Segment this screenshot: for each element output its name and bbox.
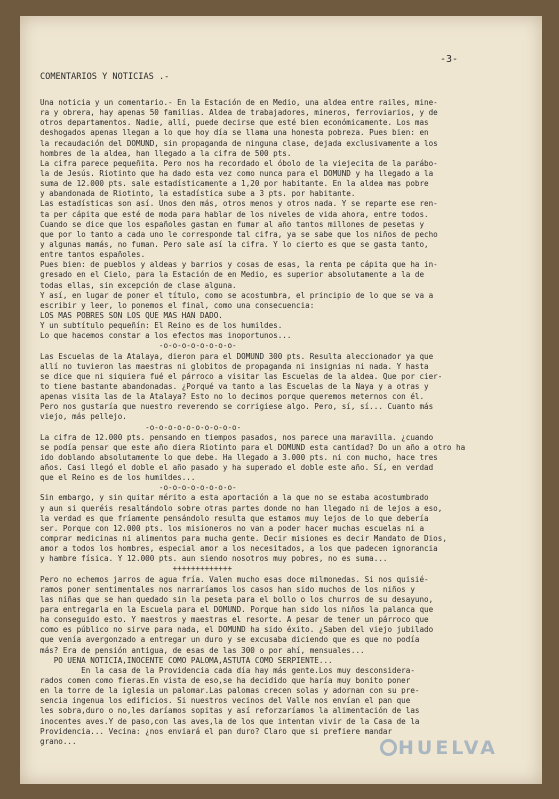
- text-line: gresado en el Cielo, para la Estación de en Medio, es superior absolutamente a la de: [40, 270, 425, 280]
- text-line: más? Era de pensión antigua, de esas de las 300 o por ahí, mensuales...: [40, 645, 365, 655]
- text-line: ser. Porque con 12.000 pts. los misioneros no van a poder hacer muchas escuelas ni a: [40, 523, 425, 533]
- text-line: se podía pensar que este año diera Riotinto para el DOMUND esta cantidad? Do un año a otro ha: [40, 442, 466, 452]
- text-line: ido doblando absolutamente lo que debe. Ha llegado a 3.000 pts. ni con mucho, hace tres: [40, 452, 438, 462]
- text-line: ra y obrera, hay apenas 50 familias. Aldea de trabajadores, mineros, ferroviarios, y de: [40, 108, 438, 118]
- text-line: que venía avergonzado a entregar un duro y se excusaba diciendo que es que no podía: [40, 635, 420, 645]
- text-line: la recaudación del DOMUND, sin propaganda de ninguna clase, dejada exclusivamente a los: [40, 138, 438, 148]
- text-line: Pero nos gustaría que nuestro reverendo se corrigiese algo. Pero, sí, sí... Cuanto más: [40, 402, 434, 412]
- text-line: se dice que ni siquiera fué el párroco a visitar las Escuelas de la aldea. Que por cier-: [40, 371, 443, 381]
- text-line: y aun si queréis resaltándolo sobre otras partes donde no han llegado ni de lejos a eso,: [40, 503, 443, 513]
- text-line: -o-o-o-o-o-o-o-o-: [40, 341, 237, 351]
- text-line: para entregarla en la Escuela para el DOMUND. Porque han sido los niños la palanca que: [40, 605, 434, 615]
- text-line: -o-o-o-o-o-o-o-o-: [40, 483, 237, 493]
- text-line: allí no tuvieron las maestras ni globitos de propaganda ni insignias ni nada. Y hasta: [40, 361, 429, 371]
- text-line: deshogados apenas llegan a lo que hoy día se llama una honesta pobreza. Pues bien: en: [40, 128, 429, 138]
- text-line: Una noticia y un comentario.- En la Estación de en Medio, una aldea entre railes, mine-: [40, 98, 438, 107]
- text-line: En la casa de la Providencia cada día hay más gente.Los muy desconsidera-: [40, 665, 415, 675]
- text-line: en la torre de la iglesia un palomar.Las palomas crecen solas y adornan con su pre-: [40, 686, 420, 696]
- text-line: +++++++++++++: [40, 564, 233, 574]
- text-line: y abandonada de Riotinto, la estadística sube a 3 pts. por habitante.: [40, 189, 356, 199]
- body-text: [40, 98, 532, 747]
- text-line: otros departamentos. Nadie, allí, puede decirse que esté bien económicamente. Los mas: [40, 118, 429, 128]
- text-line: amor a todos los hombres, especial amor a los necesitados, a los que padecen ignorancia: [40, 544, 438, 554]
- text-line: Providencia... Vecina: ¿nos enviará el pan duro? Claro que si prefiere mandar: [40, 726, 393, 736]
- section-heading: COMENTARIOS Y NOTICIAS .-: [40, 72, 170, 82]
- text-line: Pues bien: de pueblos y aldeas y barrios y cosas de esas, la renta pe cápita que ha in-: [40, 260, 438, 270]
- page-number: -3-: [440, 54, 459, 65]
- text-line: grano...: [40, 736, 77, 746]
- text-line: que por lo tanto a cada uno le corresponde tal cifra, ya se sabe que los niños de pecho: [40, 229, 438, 239]
- text-line: Sin embargo, y sin quitar mérito a esta aportación a la que no se estaba acostumbrado: [40, 493, 429, 503]
- text-line: ta per cápita que esté de moda para hablar de los niveles de vida ahora, entre todos.: [40, 209, 429, 219]
- text-line: años. Casi llegó el doble el año pasado y ha superado el doble este año. Sí, en verdad: [40, 463, 434, 473]
- text-line: comprar medicinas ni alimentos para mucha gente. Decir misiones es decir Mandato de Dios,: [40, 534, 447, 544]
- text-line: to tiene bastante abandonadas. ¿Porqué va tanto a las Escuelas de la Naya y a otras y: [40, 381, 429, 391]
- watermark-logo-icon: [380, 739, 397, 756]
- text-line: ramos poner sentimentales nos narraríamos los casos han sido muchos de los niños y: [40, 584, 415, 594]
- text-line: Las Escuelas de la Atalaya, dieron para el DOMUND 300 pts. Resulta aleccionador ya que: [40, 351, 434, 361]
- text-line: escribir y leer, lo ponemos el final, como una consecuencia:: [40, 300, 315, 310]
- text-line: Lo que hacemos constar a los efectos mas inoportunos...: [40, 331, 292, 341]
- text-line: la verdad es que fríamente pensándolo resulta que estamos muy lejos de lo que debería: [40, 513, 429, 523]
- text-line: -o-o-o-o-o-o-o-o-o-o-: [40, 422, 242, 432]
- text-line: Cuando se dice que los españoles gastan en fumar al año tantos millones de pesetas y: [40, 219, 425, 229]
- watermark: HUELVA: [398, 737, 498, 759]
- text-line: Y así, en lugar de poner el título, como se acostumbra, el principio de lo que se va a: [40, 290, 434, 300]
- text-line: la de Jesús. Riotinto que ha dado esta vez como nunca para el DOMUND y ha llegado a la: [40, 168, 434, 178]
- text-line: viejo, más pellejo.: [40, 412, 127, 422]
- text-line: La cifra de 12.000 pts. pensando en tiempos pasados, nos parece una maravilla. ¿cuando: [40, 432, 434, 442]
- text-line: apenas visita las de la Atalaya? Esto no lo decimos porque queremos meternos con él.: [40, 392, 425, 402]
- text-line: Pero no echemos jarros de agua fría. Valen mucho esas doce milmonedas. Si nos quisié-: [40, 574, 429, 584]
- text-line: que el Reino es de los humildes...: [40, 473, 196, 483]
- text-line: La cifra parece pequeñita. Pero nos ha recordado el óbolo de la viejecita de la parábo-: [40, 158, 438, 168]
- text-line: y hambre física. Y 12.000 pts. aun siendo nosotros muy pobres, no es suma...: [40, 554, 388, 564]
- text-line: las niñas que se han quedado sin la peseta para el bollo o los churros de su desayuno,: [40, 594, 434, 604]
- text-line: PO UENA NOTICIA,INOCENTE COMO PALOMA,ASTUTA COMO SERPIENTE...: [40, 655, 333, 665]
- text-line: hombres de la aldea, han llegado a la cifra de 500 pts.: [40, 148, 292, 158]
- text-line: como es público no sirve para nada, el DOMUND ha sido éxito. ¿Saben del viejo jubilado: [40, 625, 434, 635]
- text-line: inocentes aves.Y de paso,con las aves,la de los que intentan vivir de la Casa de la: [40, 716, 420, 726]
- text-line: LOS MAS POBRES SON LOS QUE MAS HAN DADO.: [40, 310, 223, 320]
- text-line: ha conseguido esto. Y maestros y maestras el resorte. A pesar de tener un párroco que: [40, 615, 429, 625]
- text-line: rados comen como fieras.En vista de eso,se ha decidido que haría muy bonito poner: [40, 676, 411, 686]
- text-line: todas ellas, sin excepción de clase alguna.: [40, 280, 237, 290]
- text-line: les sobra,duro o no,les daríamos sopitas y así reforzaríamos la alimentación de las: [40, 706, 420, 716]
- text-line: sencia ingenua los edificios. Si nuestros vecinos del Valle nos envían el pan que: [40, 696, 411, 706]
- text-line: entre tantos españoles.: [40, 250, 146, 260]
- text-line: suma de 12.000 pts. sale estadísticamente a 1,20 por habitante. En la aldea mas pobre: [40, 179, 429, 189]
- text-line: y algunas mamás, no fuman. Pero sale así la cifra. Y lo cierto es que se gasta tanto,: [40, 239, 429, 249]
- text-line: Y un subtítulo pequeñín: El Reino es de los humildes.: [40, 321, 283, 331]
- text-line: Las estadísticas son así. Unos den más, otros menos y otros nada. Y se reparte ese ren-: [40, 199, 438, 209]
